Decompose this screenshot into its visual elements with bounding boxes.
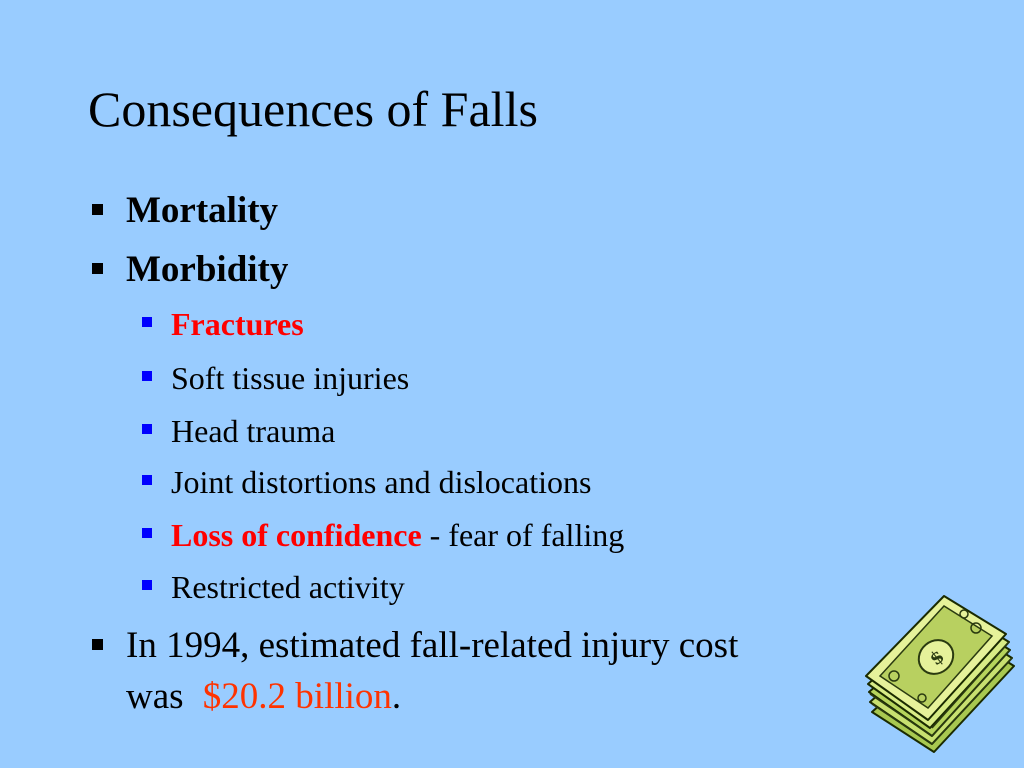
slide-title: Consequences of Falls bbox=[88, 81, 538, 137]
bullet-text: Morbidity bbox=[126, 249, 289, 290]
square-bullet-icon bbox=[142, 580, 152, 590]
svg-text:$: $ bbox=[925, 645, 949, 671]
subbullet-head-trauma bbox=[171, 415, 335, 447]
subbullet-soft-tissue bbox=[171, 362, 409, 394]
bullet-morbidity bbox=[126, 251, 288, 288]
bullet-mortality bbox=[126, 192, 278, 229]
subbullet-restricted-activity bbox=[171, 571, 405, 603]
bullet-text: Mortality bbox=[126, 190, 279, 231]
subbullet-fractures bbox=[171, 308, 304, 340]
square-bullet-icon bbox=[92, 263, 103, 274]
bullet-text-prefix: was bbox=[126, 676, 193, 717]
bullet-text: Restricted activity bbox=[171, 569, 405, 605]
subbullet-loss-of-confidence bbox=[171, 519, 624, 551]
square-bullet-icon bbox=[142, 371, 152, 381]
square-bullet-icon bbox=[142, 475, 152, 485]
bullet-text: Fractures bbox=[171, 306, 304, 342]
cost-amount: $20.2 billion bbox=[202, 676, 392, 717]
bullet-text: Head trauma bbox=[171, 413, 336, 449]
square-bullet-icon bbox=[92, 639, 103, 650]
square-bullet-icon bbox=[142, 317, 152, 327]
square-bullet-icon bbox=[92, 204, 103, 215]
bullet-text: - fear of falling bbox=[421, 517, 625, 553]
bullet-suffix: . bbox=[391, 676, 402, 717]
square-bullet-icon bbox=[142, 528, 152, 538]
subbullet-joint bbox=[171, 466, 591, 498]
bullet-text: Joint distortions and dislocations bbox=[171, 464, 592, 500]
money-stack-icon bbox=[864, 594, 1024, 754]
bullet-cost-line2 bbox=[126, 678, 401, 715]
square-bullet-icon bbox=[142, 424, 152, 434]
bullet-emphasis: Loss of confidence bbox=[171, 517, 422, 553]
bullet-text: Soft tissue injuries bbox=[171, 360, 410, 396]
bullet-text-line1: In 1994, estimated fall-related injury cost bbox=[126, 625, 739, 666]
bullet-cost bbox=[126, 627, 738, 664]
